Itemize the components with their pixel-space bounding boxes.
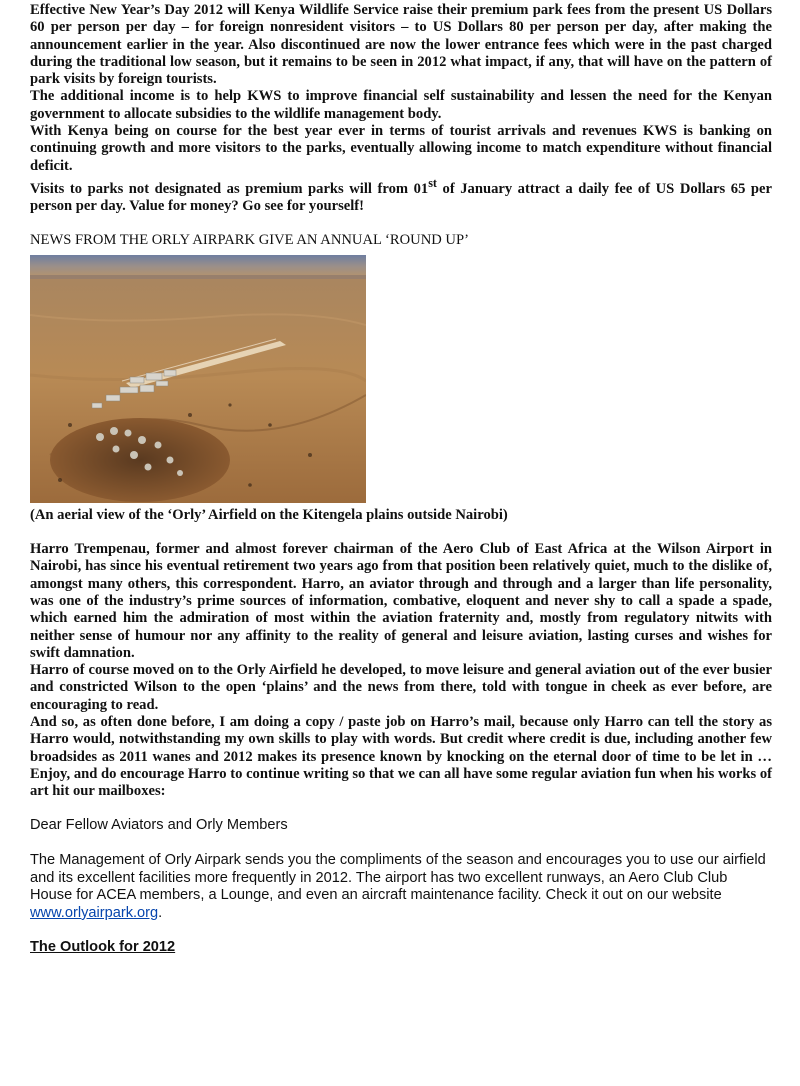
intro-paragraph-4-start: Visits to parks not designated as premium parks will from 01 <box>30 180 429 197</box>
spacer <box>30 800 772 817</box>
intro-paragraph-4-end: of January attract a daily fee of US Dollars 65 per person per day. Value for money? Go see for yourself! <box>30 180 773 215</box>
outlook-heading: The Outlook for 2012 <box>30 939 176 956</box>
section-heading: NEWS FROM THE ORLY AIRPARK GIVE AN ANNUAL ‘ROUND UP’ <box>30 232 469 249</box>
aerial-airfield-photo <box>30 255 366 503</box>
intro-paragraph-4 <box>30 175 772 215</box>
ordinal-suffix: st <box>428 175 437 190</box>
spacer <box>30 215 772 232</box>
website-link[interactable]: www.orlyairpark.org <box>30 904 159 921</box>
letter-paragraph <box>30 852 772 922</box>
photo-caption: (An aerial view of the ‘Orly’ Airfield on the Kitengela plains outside Nairobi) <box>30 506 508 523</box>
spacer <box>30 524 772 541</box>
spacer <box>30 835 772 852</box>
letter-paragraph-text: The Management of Orly Airpark sends you the compliments of the season and encourages you to use our airfield and its excellent facilities more frequently in 2012. The airport has two excellent runways, an Aero Club Club House for ACEA members, a Lounge, and even an aircraft maintenance facility. Check it out on our website <box>30 852 766 904</box>
body-paragraph-3: And so, as often done before, I am doing a copy / paste job on Harro’s mail, because only Harro can tell the story as Harro would, notwithstanding my own skills to play with words. But credit where credit is due, including another few broadsides as 2011 wanes and 2012 makes its presence known by knocking on the eternal door of time to be let in … Enjoy, and do encourage Harro to continue writing so that we can all have some regular aviation fun when his works of art hit our mailboxes: <box>30 713 772 800</box>
intro-paragraph-2: The additional income is to help KWS to improve financial self sustainability and lessen the need for the Kenyan government to allocate subsidies to the wildlife management body. <box>30 88 772 122</box>
intro-paragraph-3: With Kenya being on course for the best year ever in terms of tourist arrivals and revenues KWS is banking on continuing growth and more visitors to the parks, eventually allowing income to match expenditure without financial deficit. <box>30 123 772 174</box>
intro-paragraph-1: Effective New Year’s Day 2012 will Kenya Wildlife Service raise their premium park fees from the present US Dollars 60 per person per day – for foreign nonresident visitors – to US Dollars 80 per person per day, after making the announcement earlier in the year. Also discontinued are now the lower entrance fees which were in the past charged during the traditional low season, but it remains to be seen in 2012 what impact, if any, that will have on the pattern of park visits by foreign tourists. <box>30 2 772 88</box>
body-paragraph-1: Harro Trempenau, former and almost forever chairman of the Aero Club of East Africa at the Wilson Airport in Nairobi, has since his eventual retirement two years ago from that position been relatively quiet, much to the dislike of, amongst many others, this correspondent. Harro, an aviator through and through and a larger than life personality, was one of the industry’s prime sources of information, combative, eloquent and never shy to call a spade a spade, which earned him the admiration of most within the aviation fraternity and, mostly from regulatory nitwits with neither sense of humour nor any affinity to the reality of general and leisure aviation, lasting curses and wishes for swift damnation. <box>30 541 772 661</box>
document-page <box>30 2 772 957</box>
letter-paragraph-end: . <box>158 904 163 921</box>
body-paragraph-2: Harro of course moved on to the Orly Airfield he developed, to move leisure and general aviation out of the ever busier and constricted Wilson to the open ‘plains’ and the news from there, told with tongue in cheek as ever before, are encouraging to read. <box>30 662 772 713</box>
letter-greeting: Dear Fellow Aviators and Orly Members <box>30 817 288 834</box>
spacer <box>30 922 772 939</box>
